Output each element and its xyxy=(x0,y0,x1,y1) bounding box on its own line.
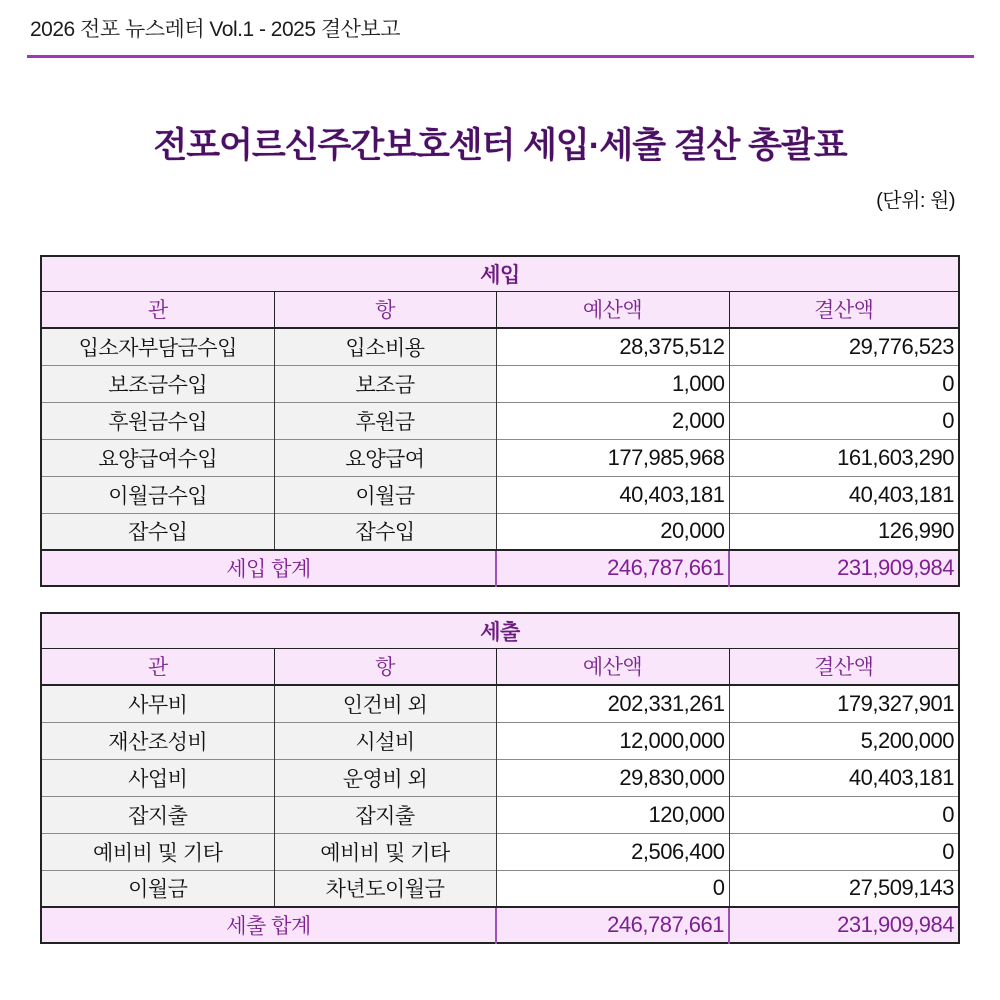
cell-settlement: 0 xyxy=(729,402,959,439)
unit-note: (단위: 원) xyxy=(876,190,955,212)
cell-gwan: 잡지출 xyxy=(41,796,274,833)
table-row xyxy=(41,685,959,722)
cell-budget: 0 xyxy=(496,870,729,907)
column-header-budget: 예산액 xyxy=(496,291,729,328)
income-table xyxy=(40,255,960,587)
cell-settlement: 29,776,523 xyxy=(729,328,959,365)
cell-budget: 12,000,000 xyxy=(496,722,729,759)
cell-hang: 차년도이월금 xyxy=(274,870,496,907)
income-section-title: 세입 xyxy=(41,256,959,291)
table-row xyxy=(41,870,959,907)
cell-hang: 입소비용 xyxy=(274,328,496,365)
cell-gwan: 요양급여수입 xyxy=(41,439,274,476)
column-header-hang: 항 xyxy=(274,648,496,685)
income-total-settlement: 231,909,984 xyxy=(729,550,959,586)
cell-budget: 29,830,000 xyxy=(496,759,729,796)
cell-budget: 177,985,968 xyxy=(496,439,729,476)
table-row xyxy=(41,796,959,833)
cell-hang: 예비비 및 기타 xyxy=(274,833,496,870)
income-total-budget: 246,787,661 xyxy=(496,550,729,586)
cell-gwan: 후원금수입 xyxy=(41,402,274,439)
table-row xyxy=(41,476,959,513)
cell-budget: 28,375,512 xyxy=(496,328,729,365)
income-column-header-row xyxy=(41,291,959,328)
cell-budget: 120,000 xyxy=(496,796,729,833)
cell-settlement: 0 xyxy=(729,365,959,402)
income-section-header-row xyxy=(41,256,959,291)
cell-gwan: 보조금수입 xyxy=(41,365,274,402)
cell-hang: 잡지출 xyxy=(274,796,496,833)
cell-settlement: 27,509,143 xyxy=(729,870,959,907)
expenditure-total-budget: 246,787,661 xyxy=(496,907,729,943)
masthead-text: 2026 전포 뉴스레터 Vol.1 - 2025 결산보고 xyxy=(30,18,400,41)
column-header-settlement: 결산액 xyxy=(729,291,959,328)
cell-settlement: 126,990 xyxy=(729,513,959,550)
column-header-gwan: 관 xyxy=(41,291,274,328)
cell-gwan: 예비비 및 기타 xyxy=(41,833,274,870)
column-header-budget: 예산액 xyxy=(496,648,729,685)
table-row xyxy=(41,439,959,476)
cell-gwan: 이월금수입 xyxy=(41,476,274,513)
cell-hang: 잡수입 xyxy=(274,513,496,550)
cell-gwan: 사무비 xyxy=(41,685,274,722)
cell-budget: 40,403,181 xyxy=(496,476,729,513)
income-total-row xyxy=(41,550,959,586)
table-row xyxy=(41,833,959,870)
page-title: 전포어르신주간보호센터 세입·세출 결산 총괄표 xyxy=(153,126,847,165)
column-header-gwan: 관 xyxy=(41,648,274,685)
expenditure-total-row xyxy=(41,907,959,943)
table-row xyxy=(41,402,959,439)
cell-hang: 시설비 xyxy=(274,722,496,759)
cell-settlement: 161,603,290 xyxy=(729,439,959,476)
cell-settlement: 179,327,901 xyxy=(729,685,959,722)
cell-gwan: 재산조성비 xyxy=(41,722,274,759)
cell-budget: 20,000 xyxy=(496,513,729,550)
accent-divider xyxy=(27,55,974,58)
cell-hang: 인건비 외 xyxy=(274,685,496,722)
cell-gwan: 입소자부담금수입 xyxy=(41,328,274,365)
cell-hang: 요양급여 xyxy=(274,439,496,476)
cell-settlement: 40,403,181 xyxy=(729,476,959,513)
cell-gwan: 잡수입 xyxy=(41,513,274,550)
income-total-label: 세입 합계 xyxy=(41,550,496,586)
expenditure-total-label: 세출 합계 xyxy=(41,907,496,943)
cell-settlement: 40,403,181 xyxy=(729,759,959,796)
table-row xyxy=(41,328,959,365)
table-row xyxy=(41,759,959,796)
cell-hang: 이월금 xyxy=(274,476,496,513)
table-row xyxy=(41,513,959,550)
cell-hang: 운영비 외 xyxy=(274,759,496,796)
expenditure-total-settlement: 231,909,984 xyxy=(729,907,959,943)
cell-gwan: 사업비 xyxy=(41,759,274,796)
expenditure-section-header-row xyxy=(41,613,959,648)
cell-settlement: 0 xyxy=(729,833,959,870)
cell-budget: 202,331,261 xyxy=(496,685,729,722)
cell-budget: 1,000 xyxy=(496,365,729,402)
cell-hang: 후원금 xyxy=(274,402,496,439)
cell-gwan: 이월금 xyxy=(41,870,274,907)
column-header-hang: 항 xyxy=(274,291,496,328)
expenditure-table xyxy=(40,612,960,944)
cell-settlement: 0 xyxy=(729,796,959,833)
cell-budget: 2,000 xyxy=(496,402,729,439)
expenditure-section-title: 세출 xyxy=(41,613,959,648)
column-header-settlement: 결산액 xyxy=(729,648,959,685)
table-row xyxy=(41,722,959,759)
expenditure-column-header-row xyxy=(41,648,959,685)
table-row xyxy=(41,365,959,402)
cell-budget: 2,506,400 xyxy=(496,833,729,870)
cell-settlement: 5,200,000 xyxy=(729,722,959,759)
cell-hang: 보조금 xyxy=(274,365,496,402)
